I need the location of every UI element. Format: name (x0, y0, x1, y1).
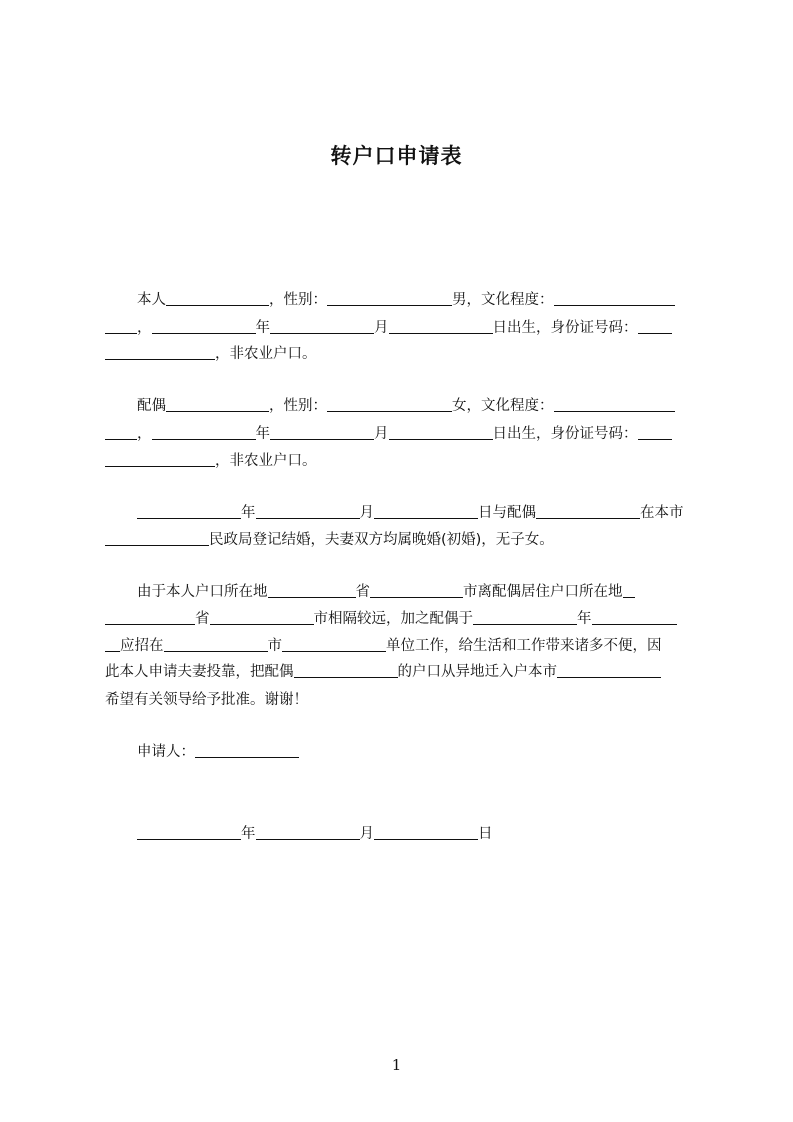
self-id-field-cont[interactable] (105, 344, 215, 360)
spouse-work-month-field[interactable] (592, 609, 677, 625)
comma: ， (137, 426, 152, 442)
reason-line-4 (105, 662, 661, 682)
closing-text: 希望有关领导给予批准。谢谢！ (105, 692, 308, 708)
month-label: 月 (359, 826, 374, 842)
comma: ， (137, 320, 152, 336)
province-label: 省 (355, 584, 370, 600)
marriage-line-2 (105, 530, 554, 550)
year-label: 年 (241, 826, 256, 842)
spouse-transfer-field[interactable] (294, 662, 398, 678)
spouse-label: 配偶 (137, 398, 166, 414)
year-label: 年 (577, 611, 592, 627)
spouse-education-field-cont[interactable] (105, 424, 137, 440)
year-label: 年 (255, 426, 270, 442)
spouse-line-2 (105, 424, 672, 444)
self-province-field[interactable] (268, 582, 356, 598)
self-city-field[interactable] (370, 582, 463, 598)
city-label: 市 (267, 638, 282, 654)
year-label: 年 (241, 505, 256, 521)
self-birth-month-field[interactable] (270, 318, 374, 334)
birth-id-label: 日出生，身份证号码： (492, 426, 638, 442)
spouse-id-field-cont[interactable] (105, 451, 215, 467)
applicant-signature-field[interactable] (195, 742, 299, 758)
self-line-1 (105, 290, 675, 310)
month-label: 月 (359, 505, 374, 521)
self-line-2 (105, 318, 672, 338)
self-gender-field[interactable] (327, 290, 452, 306)
reason-line-1 (105, 582, 635, 602)
spouse-education-field[interactable] (554, 396, 675, 412)
spouse-name-field[interactable] (166, 396, 269, 412)
spouse-work-month-field-cont[interactable] (105, 636, 120, 652)
month-label: 月 (374, 426, 389, 442)
date-month-field[interactable] (256, 824, 360, 840)
education-label: 男，文化程度： (452, 292, 554, 308)
page-title: 转户口申请表 (330, 144, 463, 168)
reason-text: 的户口从异地迁入户本市 (397, 664, 557, 680)
education-label: 女，文化程度： (452, 398, 554, 414)
self-education-field[interactable] (554, 290, 675, 306)
spouse-birth-month-field[interactable] (270, 424, 374, 440)
spouse-city-field[interactable] (210, 609, 314, 625)
marriage-statement: 民政局登记结婚，夫妻双方均属晚婚(初婚)，无子女。 (209, 532, 554, 548)
applicant-label: 申请人： (137, 744, 195, 760)
marriage-bureau-field[interactable] (105, 530, 209, 546)
self-birth-day-field[interactable] (389, 318, 493, 334)
spouse-id-field[interactable] (638, 424, 672, 440)
in-city-label: 在本市 (640, 505, 684, 521)
spouse-line-3 (105, 451, 317, 471)
self-line-3 (105, 344, 317, 364)
reason-text: 市离配偶居住户口所在地 (463, 584, 623, 600)
with-spouse-label: 日与配偶 (478, 505, 536, 521)
date-year-field[interactable] (137, 824, 241, 840)
reason-text: 市相隔较远，加之配偶于 (313, 611, 473, 627)
date-line (105, 824, 493, 844)
self-id-field[interactable] (638, 318, 672, 334)
spouse-province-field[interactable] (105, 609, 195, 625)
gender-label: ，性别： (269, 398, 327, 414)
work-city-field[interactable] (164, 636, 268, 652)
household-type: ，非农业户口。 (215, 453, 317, 469)
marriage-line-1 (105, 503, 684, 523)
work-unit-field[interactable] (282, 636, 386, 652)
spouse-birth-year-field[interactable] (152, 424, 256, 440)
spouse-gender-field[interactable] (327, 396, 452, 412)
day-label: 日 (478, 826, 493, 842)
marriage-month-field[interactable] (256, 503, 360, 519)
spouse-line-1 (105, 396, 675, 416)
reason-text: 应招在 (120, 638, 164, 654)
marriage-day-field[interactable] (374, 503, 478, 519)
year-label: 年 (255, 320, 270, 336)
marriage-spouse-field[interactable] (536, 503, 640, 519)
province-label: 省 (195, 611, 210, 627)
spouse-work-year-field[interactable] (473, 609, 577, 625)
self-label: 本人 (137, 292, 166, 308)
self-birth-year-field[interactable] (152, 318, 256, 334)
reason-text: 单位工作，给生活和工作带来诸多不便，因 (386, 638, 662, 654)
self-name-field[interactable] (166, 290, 269, 306)
city-destination-field[interactable] (557, 662, 661, 678)
self-education-field-cont[interactable] (105, 318, 137, 334)
spouse-birth-day-field[interactable] (389, 424, 493, 440)
gender-label: ，性别： (269, 292, 327, 308)
birth-id-label: 日出生，身份证号码： (492, 320, 638, 336)
date-day-field[interactable] (374, 824, 478, 840)
applicant-line (105, 742, 299, 762)
spouse-location-field[interactable] (623, 582, 635, 598)
marriage-year-field[interactable] (137, 503, 241, 519)
reason-line-5 (105, 690, 308, 710)
reason-line-2 (105, 609, 677, 629)
reason-text: 由于本人户口所在地 (137, 584, 268, 600)
page-number: 1 (391, 1056, 402, 1074)
month-label: 月 (374, 320, 389, 336)
household-type: ，非农业户口。 (215, 346, 317, 362)
reason-line-3 (105, 636, 662, 656)
reason-text: 此本人申请夫妻投靠，把配偶 (105, 664, 294, 680)
